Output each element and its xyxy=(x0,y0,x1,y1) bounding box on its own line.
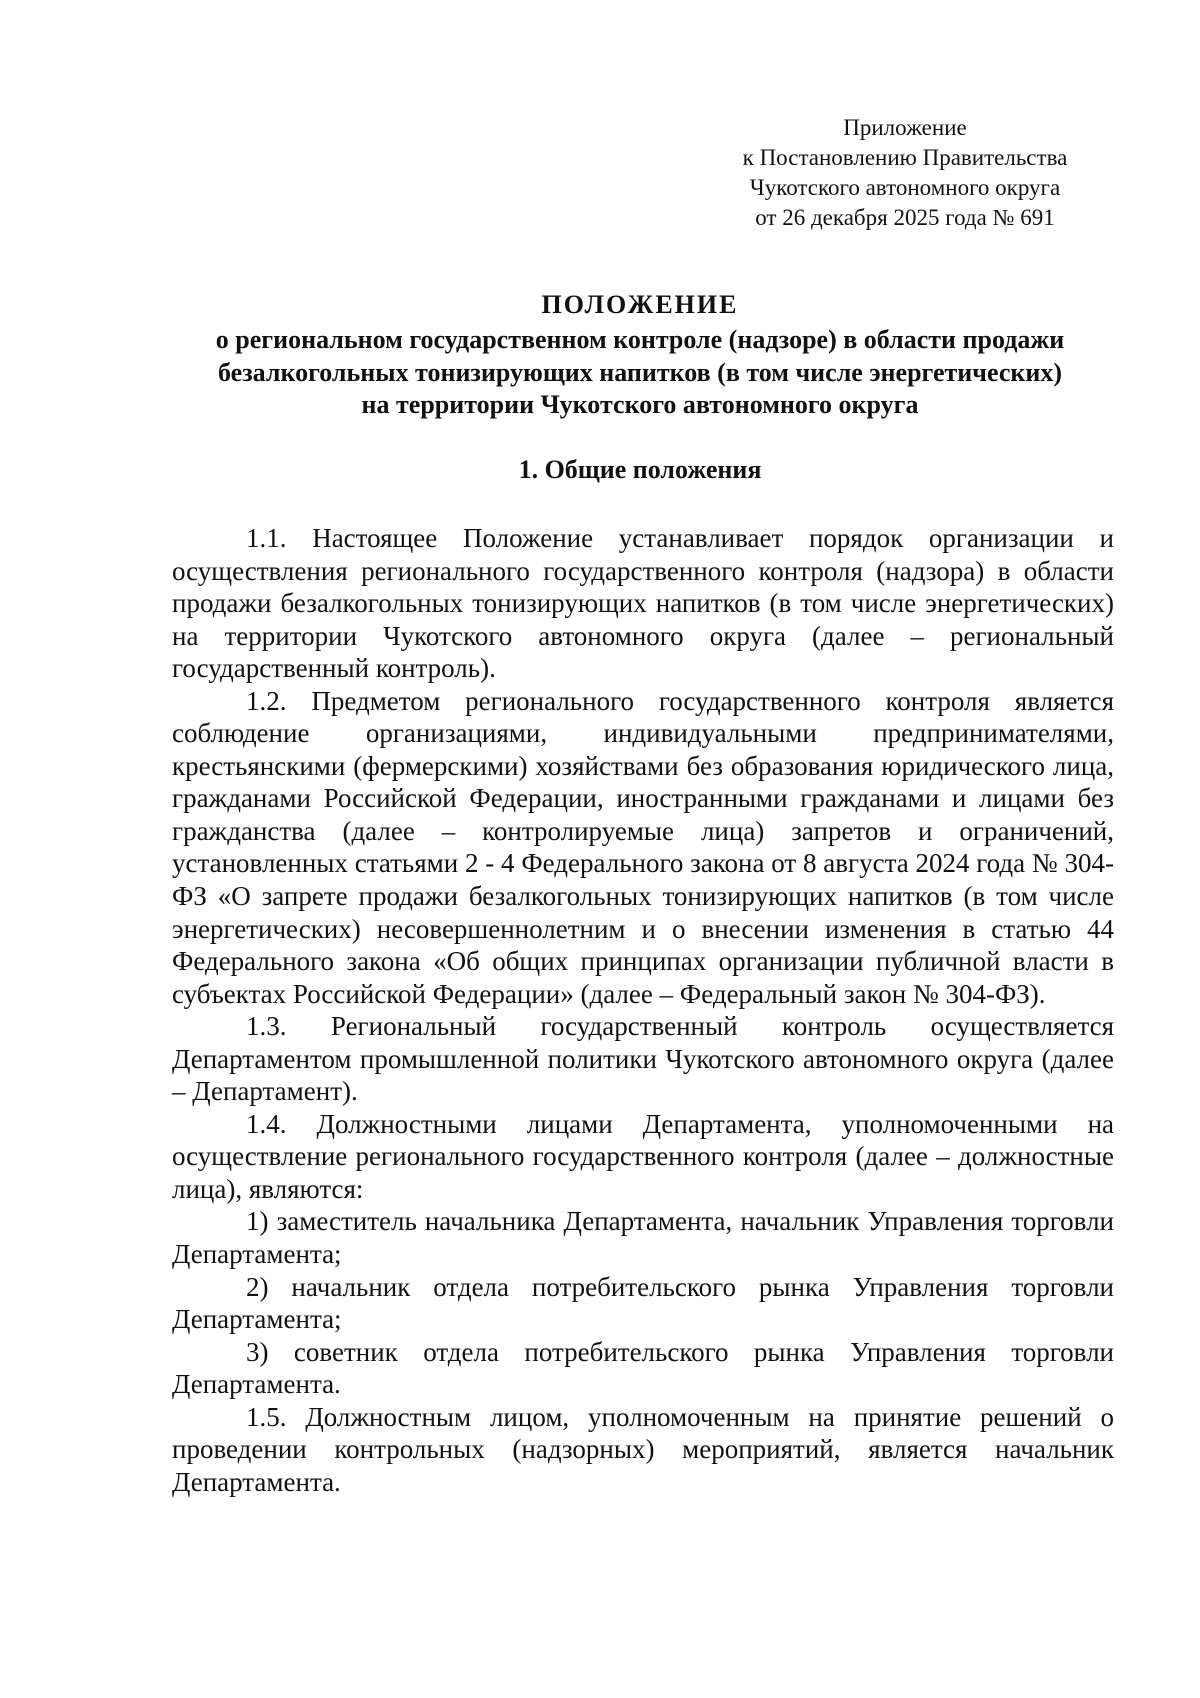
document-subtitle xyxy=(160,324,1120,422)
subtitle-line: на территории Чукотского автономного округа xyxy=(361,390,919,419)
section-heading: 1. Общие положения xyxy=(518,455,762,484)
appendix-line: от 26 декабря 2025 года № 691 xyxy=(755,205,1055,230)
paragraph-1-3: 1.3. Региональный государственный контроль осуществляется Департаментом промышленной политики Чукотского автономного округа (далее – Департамент). xyxy=(172,1011,1114,1107)
appendix-line: к Постановлению Правительства xyxy=(742,145,1068,170)
paragraph-1-4: 1.4. Должностными лицами Департамента, уполномоченными на осуществление регионального государственного контроля (далее – должностные лица), являются: xyxy=(172,1108,1114,1204)
subtitle-line: безалкогольных тонизирующих напитков (в том числе энергетических) xyxy=(218,357,1062,387)
list-item-1: 1) заместитель начальника Департамента, начальник Управления торговли Департамента; xyxy=(172,1206,1114,1270)
paragraph-1-2: 1.2. Предметом регионального государственного контроля является соблюдение организациями, индивидуальными предпринимателями, крестьянскими (фермерскими) хозяйствами без образования юридического лица, гражданами Российской Федерации, иностранными гражданами и лицами без гражданства (далее – контролируемые лица) запретов и ограничений, установленных статьями 2 - 4 Федерального закона от 8 августа 2024 года № 304-ФЗ «О запрете продажи безалкогольных тонизирующих напитков (в том числе энергетических) несовершеннолетним и о внесении изменения в статью 44 Федерального закона «Об общих принципах организации публичной власти в субъектах Российской Федерации» (далее – Федеральный закон № 304-ФЗ). xyxy=(172,685,1114,1009)
section-body xyxy=(172,522,1114,1498)
document-title: ПОЛОЖЕНИЕ xyxy=(541,290,739,319)
subtitle-line: о региональном государственном контроле (надзоре) в области продажи xyxy=(215,325,1065,354)
list-item-2: 2) начальник отдела потребительского рынка Управления торговли Департамента; xyxy=(172,1271,1114,1335)
appendix-block xyxy=(720,113,1090,233)
appendix-line: Приложение xyxy=(843,115,967,140)
list-item-3: 3) советник отдела потребительского рынка Управления торговли Департамента. xyxy=(172,1336,1114,1400)
appendix-line: Чукотского автономного округа xyxy=(749,175,1061,200)
paragraph-1-1: 1.1. Настоящее Положение устанавливает порядок организации и осуществления регионального государственного контроля (надзора) в области продажи безалкогольных тонизирующих напитков (в том числе энергетических) на территории Чукотского автономного округа (далее – региональный государственный контроль). xyxy=(172,523,1114,684)
paragraph-1-5: 1.5. Должностным лицом, уполномоченным на принятие решений о проведении контрольных (надзорных) мероприятий, является начальник Департамента. xyxy=(172,1401,1114,1497)
